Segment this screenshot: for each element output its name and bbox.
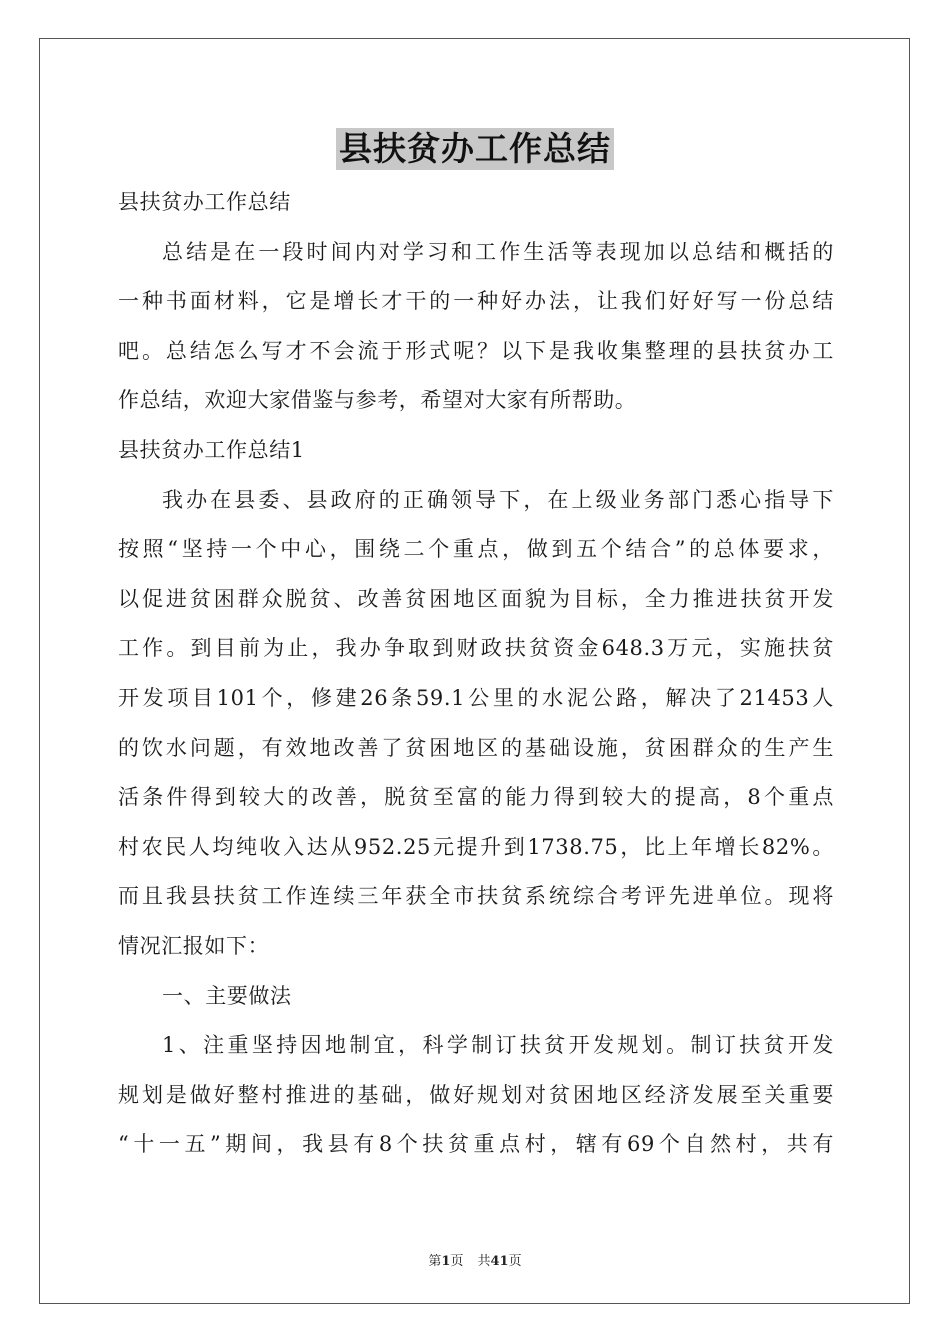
text-line: 一、主要做法: [162, 983, 292, 1008]
text-line: 以促进贫困群众脱贫、改善贫困地区面貌为目标，全力推进扶贫开发: [118, 586, 834, 611]
total-prefix: 共: [477, 1254, 491, 1269]
text-line: 一种书面材料，它是增长才干的一种好办法，让我们好好写一份总结: [118, 289, 834, 314]
text-line: 1、注重坚持因地制宜，科学制订扶贫开发规划。制订扶贫开发: [162, 1033, 834, 1058]
page-footer: [0, 1250, 950, 1269]
text-line: 按照“坚持一个中心，围绕二个重点，做到五个结合”的总体要求，: [118, 537, 834, 562]
text-line: 县扶贫办工作总结1: [118, 437, 305, 462]
text-line: 规划是做好整村推进的基础，做好规划对贫困地区经济发展至关重要: [118, 1082, 834, 1107]
document-body: [118, 178, 834, 1170]
current-page-number: 1: [441, 1254, 451, 1269]
text-line: 我办在县委、县政府的正确领导下，在上级业务部门悉心指导下: [162, 487, 834, 512]
document-title: 县扶贫办工作总结: [336, 128, 614, 170]
text-line: 的饮水问题，有效地改善了贫困地区的基础设施，贫困群众的生产生: [118, 735, 834, 760]
total-suffix: 页: [508, 1254, 522, 1269]
text-line: 县扶贫办工作总结: [118, 190, 291, 214]
text-line: 情况汇报如下：: [118, 933, 270, 958]
text-line: 工作。到目前为止，我办争取到财政扶贫资金648.3万元，实施扶贫: [118, 636, 834, 661]
total-page-count: 41: [490, 1254, 509, 1269]
text-line: 吧。总结怎么写才不会流于形式呢？以下是我收集整理的县扶贫办工: [118, 338, 834, 363]
title-container: [0, 128, 950, 170]
text-line: 村农民人均纯收入达从952.25元提升到1738.75，比上年增长82%。: [118, 834, 834, 859]
text-line: 作总结，欢迎大家借鉴与参考，希望对大家有所帮助。: [118, 388, 637, 413]
text-line: 活条件得到较大的改善，脱贫至富的能力得到较大的提高，8个重点: [118, 785, 834, 810]
text-line: “十一五”期间，我县有8个扶贫重点村，辖有69个自然村，共有: [118, 1132, 834, 1157]
text-line: 而且我县扶贫工作连续三年获全市扶贫系统综合考评先进单位。现将: [118, 884, 834, 909]
page-suffix: 页: [450, 1254, 464, 1269]
text-line: 开发项目101个，修建26条59.1公里的水泥公路，解决了21453人: [118, 685, 834, 710]
text-line: 总结是在一段时间内对学习和工作生活等表现加以总结和概括的: [162, 239, 834, 264]
page-prefix: 第: [428, 1254, 442, 1269]
